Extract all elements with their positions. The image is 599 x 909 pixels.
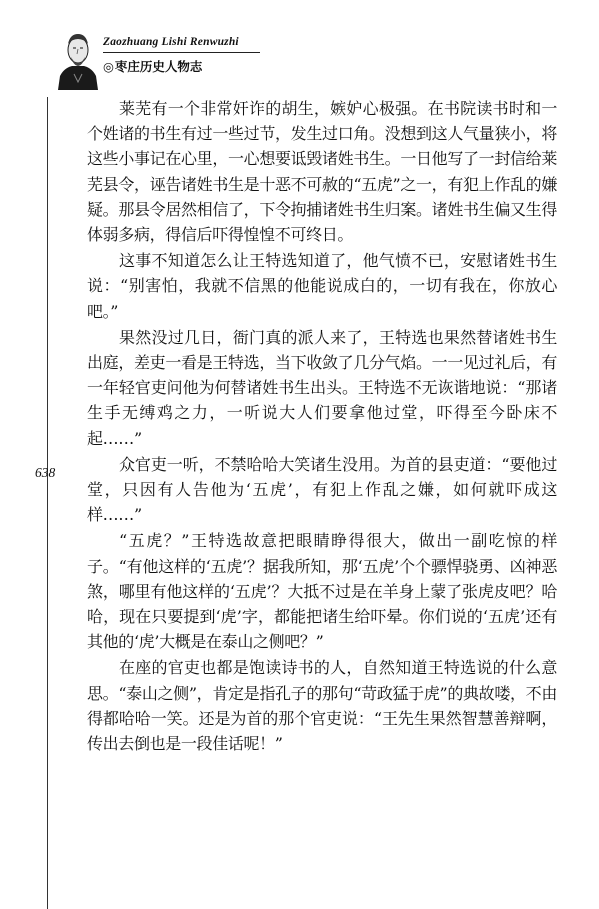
header-rule: [103, 52, 260, 53]
paragraph: 众官吏一听，不禁哈哈大笑诸生没用。为首的县吏道：“要他过堂，只因有人告他为‘五虎’，有犯上作乱之嫌，如何就吓成这样……”: [87, 454, 557, 525]
running-header-chinese: [103, 57, 202, 75]
running-header-pinyin: Zaozhuang Lishi Renwuzhi: [103, 36, 239, 48]
paragraph: 莱芜有一个非常奸诈的胡生，嫉妒心极强。在书院读书时和一个姓诸的书生有过一些过节，发生过口角。没想到这人气量狭小，将这些小事记在心里，一心想要诋毁诸姓书生。一日他写了一封信给莱芜县令，诬告诸姓书生是十恶不可赦的“五虎”之一，有犯上作乱的嫌疑。那县令居然相信了，下令拘捕诸姓书生归案。诸姓书生偏又生得体弱多病，得信后吓得惶惶不可终日。: [87, 99, 557, 245]
paragraph: 这事不知道怎么让王特选知道了，他气愤不已，安慰诸姓书生说：“别害怕，我就不信黑的他能说成白的，一切有我在，你放心吧。”: [87, 251, 557, 321]
margin-rule: [47, 97, 48, 909]
portrait-engraving: [56, 30, 100, 90]
paragraph: “五虎？”王特选故意把眼睛睁得很大，做出一副吃惊的样子。“有他这样的‘五虎’？据我所知，那‘五虎’个个骠悍骁勇、凶神恶煞，哪里有他这样的‘五虎’？大抵不过是在羊身上蒙了张虎皮吧？哈哈，现在只要提到‘虎’字，都能把诸生给吓晕。你们说的‘五虎’还有其他的‘虎’大概是在泰山之侧吧？”: [87, 531, 557, 652]
page-number: 638: [35, 465, 56, 480]
paragraph: 在座的官吏也都是饱读诗书的人，自然知道王特选说的什么意思。“泰山之侧”，肯定是指孔子的那句“苛政猛于虎”的典故喽，不由得都哈哈一笑。还是为首的那个官吏说：“王先生果然智慧善辩啊，传出去倒也是一段佳话呢！”: [87, 658, 557, 754]
running-header-title: 枣庄历史人物志: [114, 59, 203, 74]
paragraph: 果然没过几日，衙门真的派人来了，王特选也果然替诸姓书生出庭，差吏一看是王特选，当下收敛了几分气焰。一一见过礼后，有一年轻官吏问他为何替诸姓书生出头。王特选不无诙谐地说：“那诸生手无缚鸡之力，一听说大人们要拿他过堂，吓得至今卧床不起……”: [87, 327, 557, 448]
header-mark: ◎: [103, 59, 114, 74]
body-text: [87, 96, 557, 757]
